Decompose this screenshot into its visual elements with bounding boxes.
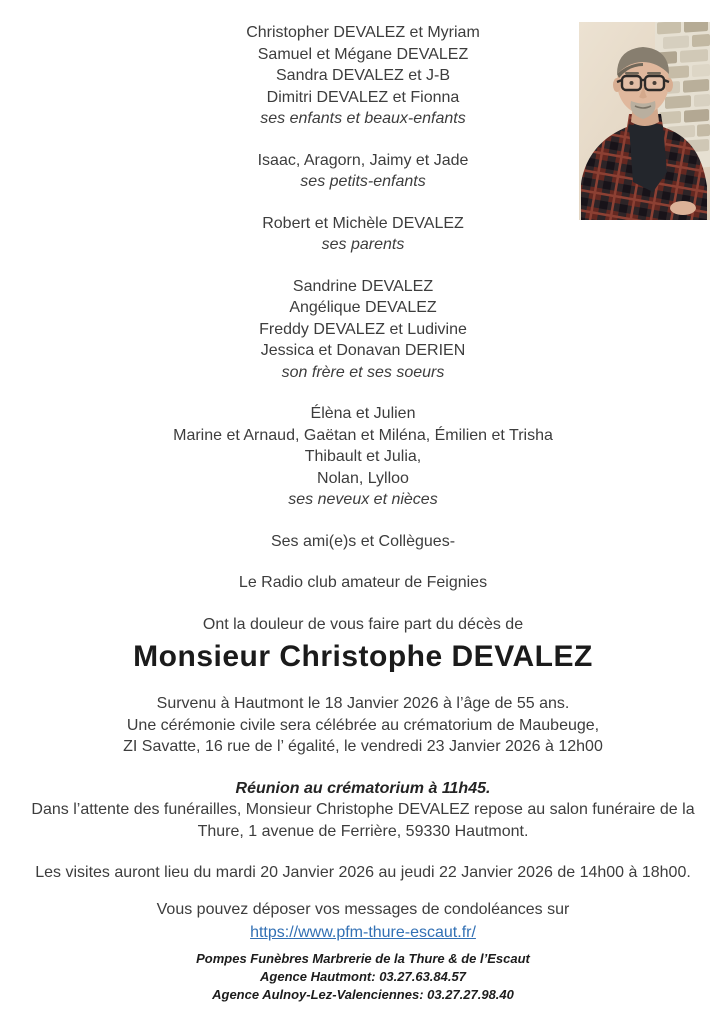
family-group-grandchildren [0,150,726,193]
agency-hautmont-phone: Agence Hautmont: 03.27.63.84.57 [260,968,466,984]
family-line: Angélique DEVALEZ [289,299,437,316]
family-group-siblings [0,276,726,384]
deceased-name-title: Monsieur Christophe DEVALEZ [133,640,593,673]
death-detail-line: ZI Savatte, 16 rue de l’ égalité, le vendredi 23 Janvier 2026 à 12h00 [123,738,603,755]
family-line: Nolan, Lylloo [317,469,409,487]
family-line: Élèna et Julien [310,405,416,422]
family-line: Robert et Michèle DEVALEZ [262,214,464,232]
condolences-link[interactable]: https://www.pfm-thure-escaut.fr/ [250,923,476,941]
family-line: Jessica et Donavan DERIEN [260,342,466,359]
relation-line: ses parents [321,236,405,253]
death-detail-line: Une cérémonie civile sera célébrée au crématorium de Maubeuge, [126,716,600,734]
family-group-children [0,22,726,130]
family-group-nephews-nieces [0,403,726,511]
family-line: Christopher DEVALEZ et Myriam [246,24,480,41]
relation-line: ses neveux et nièces [288,491,438,508]
family-line: Samuel et Mégane DEVALEZ [257,45,469,63]
funeral-home-footer [0,950,726,1004]
intro-line: Ont la douleur de vous faire part du décès de [202,615,524,633]
meeting-line: Réunion au crématorium à 11h45. [235,779,491,797]
family-line: Isaac, Aragorn, Jaimy et Jade [257,151,469,169]
visits-line: Les visites auront lieu du mardi 20 Janvier 2026 au jeudi 22 Janvier 2026 de 14h00 à 18h00. [35,864,691,881]
relation-line: son frère et ses soeurs [281,363,445,381]
family-line: Thibault et Julia, [304,448,422,465]
club-line: Le Radio club amateur de Feignies [238,574,488,591]
repose-line: Thure, 1 avenue de Ferrière, 59330 Hautmont. [197,822,529,840]
family-group-parents [0,213,726,256]
relation-line: ses petits-enfants [300,173,426,190]
relation-line: ses enfants et beaux-enfants [260,110,466,127]
family-line: Sandra DEVALEZ et J-B [276,67,450,84]
meeting-and-repose [0,778,726,843]
family-line: Sandrine DEVALEZ [292,277,434,295]
condolences-block [0,898,726,944]
death-detail-line: Survenu à Hautmont le 18 Janvier 2026 à l’âge de 55 ans. [156,695,570,712]
funeral-home-name: Pompes Funèbres Marbrerie de la Thure & de l’Escaut [196,950,530,966]
condolences-line: Vous pouvez déposer vos messages de condoléances sur [156,900,570,918]
death-details [0,693,726,758]
family-line: Marine et Arnaud, Gaëtan et Miléna, Émilien et Trisha [173,426,553,444]
family-line: Dimitri DEVALEZ et Fionna [266,88,460,106]
repose-line: Dans l’attente des funérailles, Monsieur Christophe DEVALEZ repose au salon funéraire de la [31,801,695,818]
announcement-body [0,22,726,1004]
friends-line: Ses ami(e)s et Collègues- [270,532,456,550]
family-line: Freddy DEVALEZ et Ludivine [259,320,467,338]
agency-aulnoy-phone: Agence Aulnoy-Lez-Valenciennes: 03.27.27.98.40 [212,986,514,1002]
